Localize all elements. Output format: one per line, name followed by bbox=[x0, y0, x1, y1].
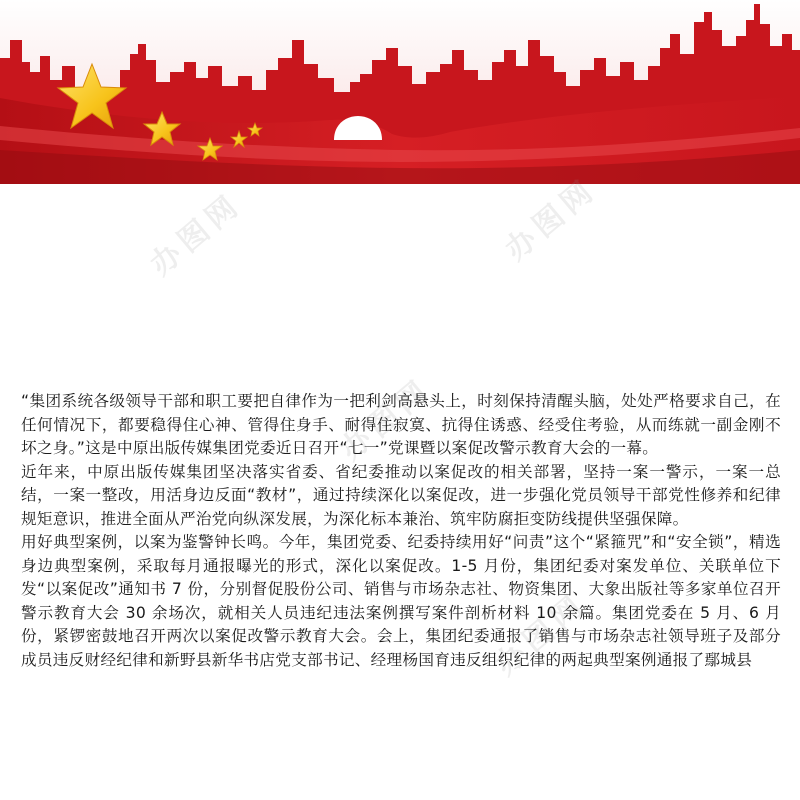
article-paragraph: “集团系统各级领导干部和职工要把自律作为一把利剑高悬头上，时刻保持清醒头脑，处处严格要求自己，在任何情况下，都要稳得住心神、管得住身手、耐得住寂寞、抗得住诱惑、经受住考验，从而练就一副金刚不坏之身。”这是中原出版传媒集团党委近日召开“七一”党课暨以案促改警示教育大会的一幕。 bbox=[21, 392, 781, 457]
header-banner bbox=[0, 0, 800, 184]
banner-graphic bbox=[0, 0, 800, 184]
watermark: 办图网 bbox=[498, 171, 604, 268]
watermark: 办图网 bbox=[143, 186, 249, 283]
article-paragraph: 用好典型案例，以案为鉴警钟长鸣。今年，集团党委、纪委持续用好“问责”这个“紧箍咒”和“安全锁”，精选身边典型案例，采取每月通报曝光的形式，深化以案促改。1-5 月份，集团纪委对案发单位、关联单位下发“以案促改”通知书 7 份，分别督促股份公司、销售与市场杂志社、物资集团、大象出版社等多家单位召开警示教育大会 30 余场次，就相关人员违纪违法案例撰写案件剖析材料 10 余篇。集团党委在 5 月、6 月份，紧锣密鼓地召开两次以案促改警示教育大会。会上，集团纪委通报了销售与市场杂志社领导班子及部分成员违反财经纪律和新野县新华书店党支部书记、经理杨国育违反组织纪律的两起典型案例通报了鄢城县 bbox=[21, 533, 781, 669]
watermark: 办图网 bbox=[488, 586, 594, 683]
article-body bbox=[21, 390, 781, 672]
watermark: 办图网 bbox=[333, 371, 439, 468]
article-paragraph: 近年来，中原出版传媒集团坚决落实省委、省纪委推动以案促改的相关部署，坚持一案一警示，一案一总结，一案一整改，用活身边反面“教材”，通过持续深化以案促改，进一步强化党员领导干部党性修养和纪律规矩意识，推进全面从严治党向纵深发展，为深化标本兼治、筑牢防腐拒变防线提供坚强保障。 bbox=[21, 462, 781, 528]
